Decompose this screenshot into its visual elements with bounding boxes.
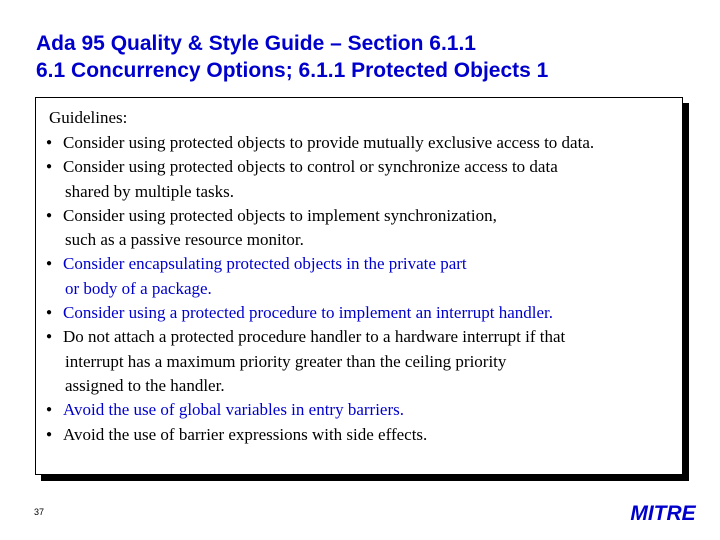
guideline-text: assigned to the handler. bbox=[65, 375, 225, 395]
guideline-item bbox=[36, 252, 682, 301]
title-line-1: Ada 95 Quality & Style Guide – Section 6.1.1 bbox=[36, 32, 476, 55]
guideline-text: Consider using protected objects to control or synchronize access to data bbox=[63, 157, 558, 177]
bullet-icon: ● bbox=[45, 161, 53, 173]
slide-title bbox=[36, 30, 696, 84]
guideline-text: interrupt has a maximum priority greater than the ceiling priority bbox=[65, 351, 507, 371]
mitre-logo-text: MITRE bbox=[630, 502, 696, 525]
guideline-item bbox=[36, 423, 682, 447]
title-line-2: 6.1 Concurrency Options; 6.1.1 Protected Objects 1 bbox=[36, 59, 549, 82]
bullet-icon: ● bbox=[45, 209, 53, 221]
guideline-text: Avoid the use of global variables in entry barriers. bbox=[63, 400, 404, 420]
guideline-item bbox=[36, 131, 682, 155]
guideline-item bbox=[36, 325, 682, 398]
bullet-icon: ● bbox=[45, 137, 53, 148]
guideline-text: such as a passive resource monitor. bbox=[65, 230, 304, 250]
guideline-item bbox=[36, 398, 682, 422]
guideline-text: Do not attach a protected procedure handler to a hardware interrupt if that bbox=[63, 327, 566, 347]
guideline-text: Consider encapsulating protected objects in the private part bbox=[63, 254, 467, 274]
bullet-icon: ● bbox=[45, 307, 53, 319]
bullet-icon: ● bbox=[45, 404, 53, 416]
guideline-text: Avoid the use of barrier expressions with side effects. bbox=[63, 424, 428, 444]
guidelines-box bbox=[35, 97, 683, 475]
bullet-icon: ● bbox=[45, 258, 53, 270]
guideline-text: shared by multiple tasks. bbox=[65, 181, 235, 201]
guideline-item bbox=[36, 301, 682, 325]
guideline-item bbox=[36, 155, 682, 204]
guidelines-list bbox=[36, 131, 682, 447]
guideline-text: Consider using protected objects to provide mutually exclusive access to data. bbox=[63, 133, 595, 152]
guideline-item bbox=[36, 204, 682, 253]
guideline-text: Consider using a protected procedure to implement an interrupt handler. bbox=[63, 303, 554, 323]
guideline-text: Consider using protected objects to implement synchronization, bbox=[63, 205, 497, 225]
guideline-text: or body of a package. bbox=[65, 278, 212, 298]
mitre-logo bbox=[630, 500, 696, 525]
guidelines-heading: Guidelines: bbox=[49, 108, 128, 127]
bullet-icon: ● bbox=[45, 331, 53, 343]
bullet-icon: ● bbox=[45, 428, 53, 440]
page-number: 37 bbox=[34, 507, 45, 517]
